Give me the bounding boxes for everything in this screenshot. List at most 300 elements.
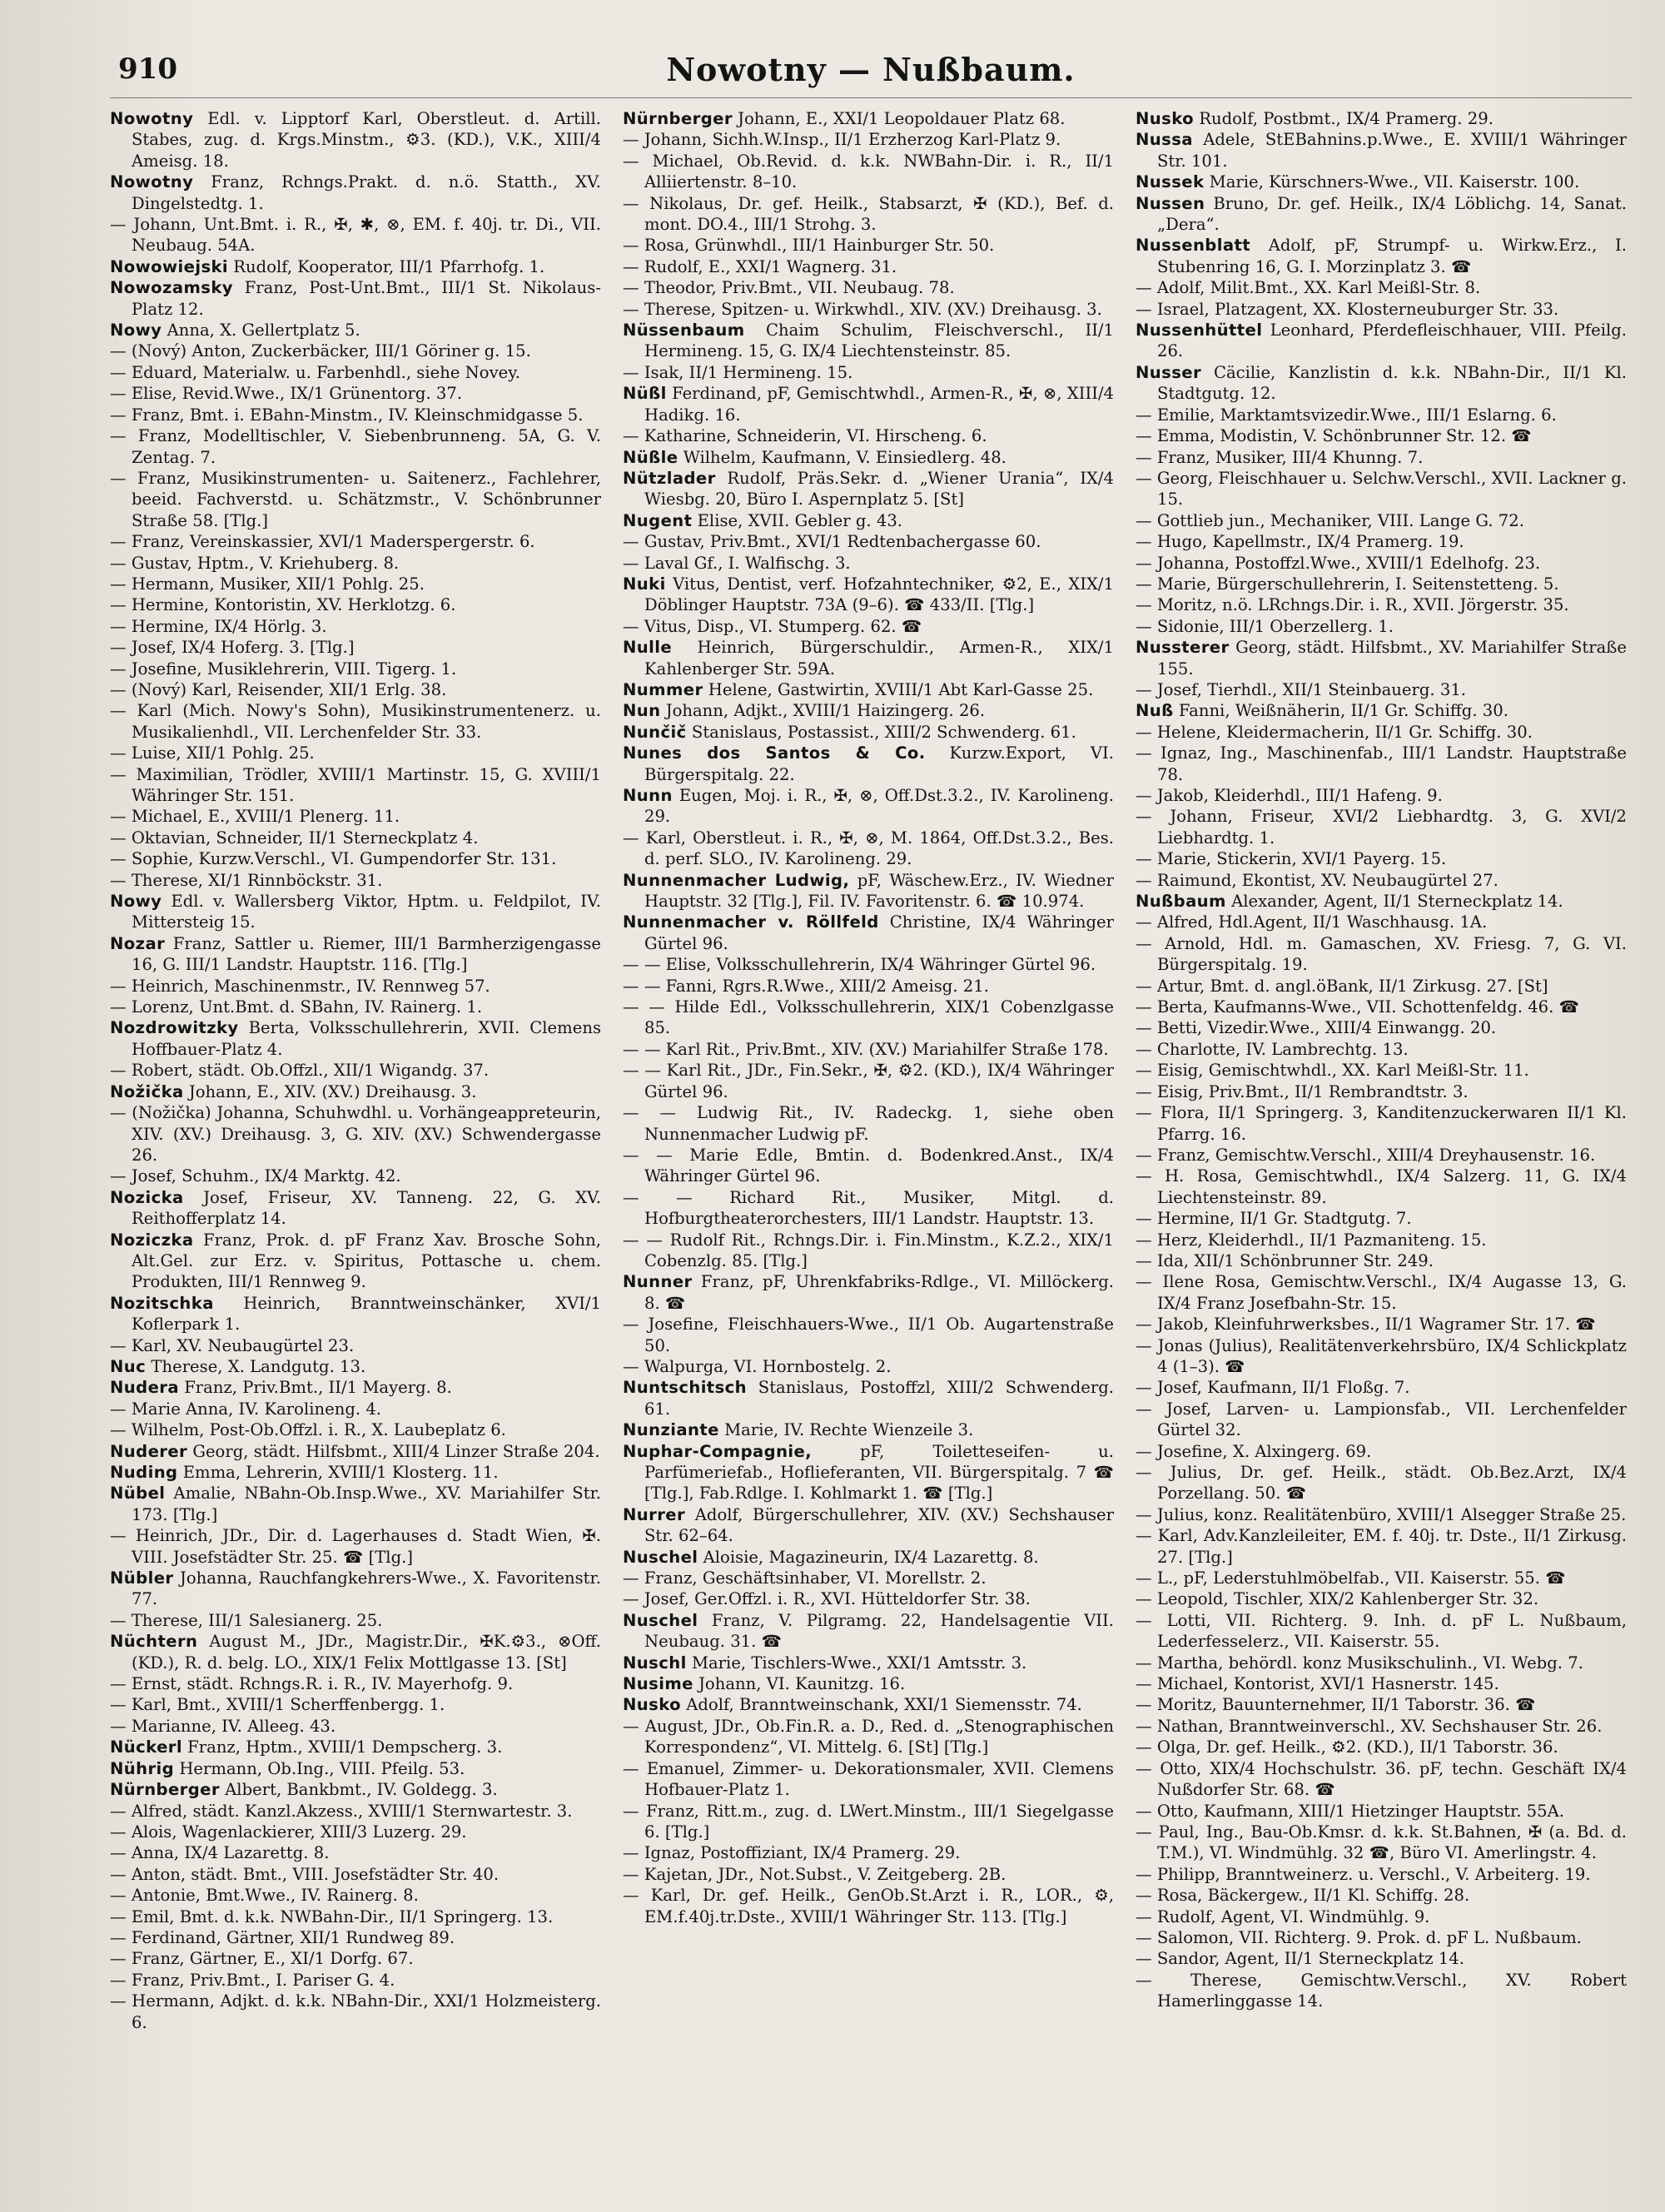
directory-entry [1136, 785, 1627, 806]
entry-details: — Kajetan, JDr., Not.Subst., V. Zeitgeberg. 2B. [623, 1864, 1006, 1884]
entry-details: Stanislaus, Postassist., XIII/2 Schwenderg. 61. [691, 722, 1076, 742]
entry-details: — Josef, Kaufmann, II/1 Floßg. 7. [1136, 1378, 1410, 1398]
entry-details: — Emma, Modistin, V. Schönbrunner Str. 12. ☎ [1136, 426, 1532, 446]
entry-surname: Nožička [110, 1081, 184, 1101]
entry-details: — Hugo, Kapellmstr., IX/4 Pramerg. 19. [1136, 532, 1464, 552]
entry-surname: Nozitschka [110, 1293, 214, 1313]
entry-details: — Johann, Friseur, XVI/2 Liebhardtg. 3, G. XVI/2 Liebhardtg. 1. [1136, 807, 1627, 848]
directory-entry [623, 976, 1114, 997]
directory-entry [1136, 1568, 1627, 1588]
entry-details: Marie, Tischlers-Wwe., XXI/1 Amtsstr. 3. [691, 1653, 1027, 1673]
entry-details: — Ferdinand, Gärtner, XII/1 Rundweg 89. [110, 1927, 455, 1947]
directory-entry [623, 1356, 1114, 1377]
entry-details: — Wilhelm, Post-Ob.Offzl. i. R., X. Laubeplatz 6. [110, 1420, 506, 1440]
entry-details: — Franz, Vereinskassier, XVI/1 Maderspergerstr. 6. [110, 532, 535, 552]
entry-surname: Nuschel [623, 1610, 698, 1630]
entry-details: — Ernst, städt. Rchngs.R. i. R., IV. Mayerhofg. 9. [110, 1674, 514, 1694]
entry-details: — Gustav, Priv.Bmt., XVI/1 Redtenbachergasse 60. [623, 532, 1041, 552]
entry-details: Josef, Friseur, XV. Tanneng. 22, G. XV. Reithofferplatz 14. [132, 1187, 601, 1229]
directory-entry [1136, 1377, 1627, 1398]
directory-entry [110, 828, 601, 848]
entry-details: — Josefine, X. Alxingerg. 69. [1136, 1441, 1372, 1461]
entry-details: — Josef, Larven- u. Lampionsfab., VII. Lerchenfelder Gürtel 32. [1136, 1399, 1627, 1440]
directory-entry [1136, 171, 1627, 192]
entry-details: — Gustav, Hptm., V. Kriehuberg. 8. [110, 553, 400, 573]
directory-entry [623, 510, 1114, 531]
directory-entry [1136, 912, 1627, 932]
entry-surname: Nusime [623, 1674, 693, 1694]
entry-details: — Hermine, II/1 Gr. Stadtgutg. 7. [1136, 1209, 1412, 1229]
directory-entry [1136, 235, 1627, 277]
directory-entry [110, 1758, 601, 1779]
directory-entry [1136, 1504, 1627, 1525]
entry-details: — Betti, Vizedir.Wwe., XIII/4 Einwangg. 20. [1136, 1018, 1497, 1038]
directory-entry [110, 1335, 601, 1356]
directory-entry [623, 743, 1114, 785]
entry-surname: Nummer [623, 679, 703, 699]
directory-entry [623, 1842, 1114, 1863]
entry-details: — Anna, IX/4 Lazarettg. 8. [110, 1843, 330, 1863]
directory-entry [623, 1673, 1114, 1694]
directory-entry [623, 574, 1114, 616]
directory-entry [1136, 1694, 1627, 1715]
directory-entry [1136, 1335, 1627, 1378]
directory-entry [623, 912, 1114, 954]
entry-details: — Artur, Bmt. d. angl.öBank, II/1 Zirkusg. 27. [St] [1136, 976, 1548, 996]
directory-entry [1136, 553, 1627, 574]
directory-entry [110, 340, 601, 361]
entry-details: — Hermine, IX/4 Hörlg. 3. [110, 616, 327, 636]
entry-surname: Nunziante [623, 1420, 719, 1440]
directory-entry [623, 1547, 1114, 1568]
directory-entry [110, 743, 601, 763]
directory-entry [1136, 531, 1627, 552]
entry-details: Franz, Rchngs.Prakt. d. n.ö. Statth., XV. Dingelstedtg. 1. [132, 172, 601, 213]
entry-details: — Charlotte, IV. Lambrechtg. 13. [1136, 1039, 1409, 1059]
directory-entry [1136, 277, 1627, 298]
entry-details: — Alfred, Hdl.Agent, II/1 Waschhausg. 1A. [1136, 912, 1488, 932]
directory-entry [623, 151, 1114, 193]
directory-entry [110, 848, 601, 869]
entry-details: — Emil, Bmt. d. k.k. NWBahn-Dir., II/1 Springerg. 13. [110, 1906, 554, 1926]
entry-details: — Emanuel, Zimmer- u. Dekorationsmaler, XVII. Clemens Hofbauer-Platz 1. [623, 1758, 1114, 1800]
directory-entry [623, 108, 1114, 129]
entry-details: — Alfred, städt. Kanzl.Akzess., XVIII/1 Sternwartestr. 3. [110, 1801, 573, 1821]
entry-surname: Nulle [623, 638, 673, 658]
entry-surname: Nuschl [623, 1653, 687, 1673]
entry-surname: Nussenhüttel [1136, 321, 1263, 340]
directory-entry [110, 574, 601, 594]
entry-details: — Walpurga, VI. Hornbostelg. 2. [623, 1356, 892, 1376]
directory-entry [1136, 1801, 1627, 1822]
directory-entry [1136, 1208, 1627, 1229]
directory-entry [1136, 1314, 1627, 1335]
entry-details: Albert, Bankbmt., IV. Goldegg. 3. [225, 1780, 498, 1800]
entry-surname: Nuderer [110, 1441, 188, 1461]
entry-details: — Ida, XII/1 Schönbrunner Str. 249. [1136, 1250, 1434, 1270]
entry-details: Heinrich, Bürgerschuldir., Armen-R., XIX/1 Kahlenberger Str. 59A. [644, 638, 1114, 679]
entry-details: — (Nový) Anton, Zuckerbäcker, III/1 Göriner g. 15. [110, 341, 531, 361]
entry-surname: Nowotny [110, 109, 194, 128]
directory-entry [1136, 1588, 1627, 1609]
entry-details: August M., JDr., Magistr.Dir., ✠K.⚙3., ⊗Off.(KD.), R. d. belg. LO., XIX/1 Felix Mottlgasse 13. [St] [132, 1632, 601, 1673]
directory-entry [623, 954, 1114, 975]
directory-entry [1136, 1441, 1627, 1462]
entry-surname: Nozdrowitzky [110, 1018, 239, 1038]
entry-details: — Marie Anna, IV. Karolineng. 4. [110, 1399, 382, 1419]
entry-surname: Nowowiejski [110, 256, 229, 276]
directory-entry [1136, 997, 1627, 1017]
directory-entry [623, 870, 1114, 912]
entry-details: — Josefine, Musiklehrerin, VIII. Tigerg. 1. [110, 659, 457, 679]
entry-surname: Nürnberger [110, 1780, 220, 1800]
entry-details: Hermann, Ob.Ing., VIII. Pfeilg. 53. [179, 1758, 465, 1778]
directory-entry [623, 129, 1114, 150]
entry-details: — — Karl Rit., Priv.Bmt., XIV. (XV.) Mariahilfer Straße 178. [623, 1039, 1109, 1059]
entry-details: — Johann, Sichh.W.Insp., II/1 Erzherzog Karl-Platz 9. [623, 130, 1061, 150]
directory-entry [623, 1716, 1114, 1758]
directory-entry [110, 1377, 601, 1398]
entry-surname: Nussek [1136, 172, 1205, 192]
entry-details: Vitus, Dentist, verf. Hofzahntechniker, ⚙2, E., XIX/1 Döblinger Hauptstr. 73A (9–6). ☎ 433/II. [Tlg.] [644, 574, 1114, 615]
directory-entry [1136, 1230, 1627, 1250]
entry-surname: Nudera [110, 1378, 179, 1398]
entry-details: — Leopold, Tischler, XIX/2 Kahlenberger Str. 32. [1136, 1589, 1539, 1609]
directory-entry [110, 405, 601, 425]
directory-entry [1136, 362, 1627, 405]
directory-entry [1136, 1250, 1627, 1271]
directory-entry [623, 785, 1114, 828]
directory-entry [110, 659, 601, 679]
entry-details: Kurzw.Export, VI. Bürgerspitalg. 22. [644, 743, 1114, 784]
directory-entry [623, 679, 1114, 700]
directory-entry [1136, 1060, 1627, 1081]
entry-details: — Franz, Gemischtw.Verschl., XIII/4 Dreyhausenstr. 16. [1136, 1145, 1596, 1165]
column-1 [110, 108, 601, 2033]
directory-entry [623, 447, 1114, 468]
entry-details: — Flora, II/1 Springerg. 3, Kanditenzuckerwaren II/1 Kl. Pfarrg. 16. [1136, 1103, 1627, 1144]
directory-entry [110, 1716, 601, 1737]
entry-details: — Josef, Ger.Offzl. i. R., XVI. Hütteldorfer Str. 38. [623, 1589, 1031, 1609]
directory-entry [1136, 933, 1627, 976]
entry-surname: Nozar [110, 933, 166, 953]
entry-details: — Michael, E., XVIII/1 Plenerg. 11. [110, 807, 400, 827]
entry-details: — Karl, Adv.Kanzleileiter, EM. f. 40j. tr. Dste., II/1 Zirkusg. 27. [Tlg.] [1136, 1526, 1627, 1567]
entry-details: — Emilie, Marktamtsvizedir.Wwe., III/1 Eslarng. 6. [1136, 405, 1557, 425]
directory-entry [623, 1504, 1114, 1547]
entry-details: Johann, VI. Kaunitzg. 16. [698, 1674, 906, 1694]
entry-details: — Paul, Ing., Bau-Ob.Kmsr. d. k.k. St.Bahnen, ✠ (a. Bd. d. T.M.), VI. Windmühlg. 32 ☎, Büro VI. Amerlingstr. 4. [1136, 1822, 1627, 1863]
entry-details: — Nathan, Branntweinverschl., XV. Sechshauser Str. 26. [1136, 1716, 1603, 1736]
entry-details: — Israel, Platzagent, XX. Klosterneuburger Str. 33. [1136, 299, 1559, 319]
entry-details: Therese, X. Landgutg. 13. [151, 1356, 366, 1376]
directory-entry [110, 214, 601, 256]
directory-entry [110, 1483, 601, 1525]
entry-details: Bruno, Dr. gef. Heilk., IX/4 Löblichg. 14, Sanat. „Dera“. [1157, 193, 1627, 235]
directory-entry [110, 468, 601, 531]
entry-surname: Nowotny [110, 172, 194, 192]
column-2 [623, 108, 1114, 2033]
entry-details: — Franz, Gärtner, E., XI/1 Dorfg. 67. [110, 1949, 414, 1969]
directory-entry [110, 891, 601, 933]
directory-entry [110, 1991, 601, 2033]
directory-entry [623, 468, 1114, 510]
entry-details: — Otto, Kaufmann, XIII/1 Hietzinger Hauptstr. 55A. [1136, 1801, 1564, 1821]
entry-details: — Franz, Priv.Bmt., I. Pariser G. 4. [110, 1970, 395, 1990]
directory-entry [623, 553, 1114, 574]
directory-entry [623, 997, 1114, 1039]
entry-details: — Philipp, Branntweinerz. u. Verschl., V. Arbeiterg. 19. [1136, 1864, 1591, 1884]
directory-entry [1136, 510, 1627, 531]
directory-entry [623, 320, 1114, 362]
directory-entry [110, 1842, 601, 1863]
entry-details: — Adolf, Milit.Bmt., XX. Karl Meißl-Str. 8. [1136, 278, 1481, 298]
directory-entry [623, 1145, 1114, 1187]
entry-details: Stanislaus, Postoffzl, XIII/2 Schwenderg. 61. [644, 1378, 1114, 1419]
directory-entry [110, 616, 601, 637]
entry-details: pF, Wäschew.Erz., IV. Wiedner Hauptstr. 32 [Tlg.], Fil. IV. Favoritenstr. 6. ☎ 10.974. [644, 870, 1114, 912]
directory-entry [1136, 743, 1627, 785]
directory-entry [1136, 594, 1627, 615]
directory-entry [110, 1948, 601, 1969]
entry-details: — Franz, Ritt.m., zug. d. LWert.Minstm., III/1 Siegelgasse 6. [Tlg.] [623, 1801, 1114, 1842]
entry-details: Franz, V. Pilgramg. 22, Handelsagentie VII. Neubaug. 31. ☎ [644, 1610, 1114, 1652]
entry-details: — Therese, XI/1 Rinnböckstr. 31. [110, 870, 383, 890]
entry-details: — Franz, Musikinstrumenten- u. Saitenerz., Fachlehrer, beeid. Fachverstd. u. Schätzmstr., V. Schönbrunner Straße 58. [Tlg.] [110, 468, 601, 530]
entry-surname: Nugent [623, 510, 693, 530]
directory-entry [110, 1779, 601, 1800]
entry-details: Johann, E., XIV. (XV.) Dreihausg. 3. [188, 1081, 477, 1101]
directory-entry [110, 1927, 601, 1948]
directory-entry [110, 425, 601, 468]
directory-entry [1136, 320, 1627, 362]
directory-entry [110, 1610, 601, 1631]
directory-entry [623, 256, 1114, 277]
entry-details: — Marie, Stickerin, XVI/1 Payerg. 15. [1136, 849, 1447, 869]
entry-surname: Nüßl [623, 384, 667, 404]
directory-entry [110, 933, 601, 976]
entry-surname: Nuding [110, 1463, 178, 1482]
directory-entry [623, 299, 1114, 320]
directory-entry [110, 1399, 601, 1419]
directory-entry [623, 1377, 1114, 1419]
entry-surname: Nusko [1136, 109, 1194, 128]
directory-entry [1136, 1525, 1627, 1568]
entry-surname: Nunes dos Santos & Co. [623, 743, 926, 763]
directory-entry [110, 1356, 601, 1377]
directory-entry [110, 700, 601, 743]
entry-details: Ferdinand, pF, Gemischtwhdl., Armen-R., ✠, ⊗, XIII/4 Hadikg. 16. [644, 384, 1114, 425]
entry-surname: Nussen [1136, 193, 1205, 213]
directory-entry [110, 1230, 601, 1293]
directory-entry [110, 1822, 601, 1842]
entry-surname: Nuki [623, 574, 666, 594]
directory-entry [623, 828, 1114, 870]
directory-entry [1136, 1462, 1627, 1504]
entry-details: — Martha, behördl. konz Musikschulinh., VI. Webg. 7. [1136, 1653, 1583, 1673]
entry-details: Johann, E., XXI/1 Leopoldauer Platz 68. [738, 109, 1066, 128]
directory-entry [1136, 1906, 1627, 1927]
entry-details: — Karl (Mich. Nowy's Sohn), Musikinstrumentenerz. u. Musikalienhdl., VII. Lerchenfelder Str. 33. [110, 701, 601, 742]
entry-details: — Hermine, Kontoristin, XV. Herklotzg. 6. [110, 595, 456, 615]
directory-entry [1136, 108, 1627, 129]
entry-details: Eugen, Moj. i. R., ✠, ⊗, Off.Dst.3.2., IV. Karolineng. 29. [644, 786, 1114, 827]
entry-details: — H. Rosa, Gemischtwhdl., IX/4 Salzerg. 11, G. IX/4 Liechtensteinstr. 89. [1136, 1166, 1627, 1207]
entry-details: — Rudolf, E., XXI/1 Wagnerg. 31. [623, 256, 897, 276]
entry-details: Adolf, Bürgerschullehrer, XIV. (XV.) Sechshauser Str. 62–64. [644, 1504, 1114, 1546]
directory-entry [110, 1060, 601, 1081]
directory-entry [110, 1017, 601, 1060]
entry-details: Franz, Sattler u. Riemer, III/1 Barmherzigengasse 16, G. III/1 Landstr. Hauptstr. 116. [Tlg.] [132, 933, 601, 975]
column-3 [1136, 108, 1627, 2033]
entry-details: Adolf, Branntweinschank, XXI/1 Siemensstr. 74. [686, 1695, 1082, 1715]
entry-details: — Laval Gf., I. Walfischg. 3. [623, 553, 851, 573]
entry-details: — Otto, XIX/4 Hochschulstr. 36. pF, techn. Geschäft IX/4 Nußdorfer Str. 68. ☎ [1136, 1758, 1627, 1800]
entry-details: — August, JDr., Ob.Fin.R. a. D., Red. d. „Stenographischen Korrespondenz“, VI. Mittelg. 6. [St] [Tlg.] [623, 1716, 1114, 1757]
directory-entry [1136, 976, 1627, 997]
entry-details: — Julius, Dr. gef. Heilk., städt. Ob.Bez.Arzt, IX/4 Porzellang. 50. ☎ [1136, 1463, 1627, 1504]
entry-columns [110, 108, 1632, 2033]
entry-surname: Nüßle [623, 447, 678, 467]
entry-details: — Franz, Musiker, III/4 Khunng. 7. [1136, 447, 1424, 467]
entry-details: — Karl, Bmt., XVIII/1 Scherffenbergg. 1. [110, 1695, 445, 1715]
entry-details: Franz, Post-Unt.Bmt., III/1 St. Nikolaus-Platz 12. [132, 278, 601, 319]
entry-surname: Noziczka [110, 1230, 194, 1250]
entry-details: Johann, Adjkt., XVIII/1 Haizingerg. 26. [665, 701, 986, 721]
directory-entry [110, 277, 601, 320]
entry-details: — (Nožička) Johanna, Schuhwdhl. u. Vorhängeappreteurin, XIV. (XV.) Dreihausg. 3, G. XIV. (XV.) Schwendergasse 26. [110, 1103, 601, 1165]
directory-entry [1136, 1017, 1627, 1038]
entry-details: — Jonas (Julius), Realitätenverkehrsbüro, IX/4 Schlickplatz 4 (1–3). ☎ [1136, 1335, 1627, 1376]
entry-surname: Nußbaum [1136, 892, 1226, 912]
directory-entry [1136, 1610, 1627, 1653]
directory-entry [623, 1758, 1114, 1801]
entry-details: Rudolf, Postbmt., IX/4 Pramerg. 29. [1199, 109, 1494, 128]
directory-entry [1136, 1102, 1627, 1145]
entry-details: — Maximilian, Trödler, XVIII/1 Martinstr. 15, G. XVIII/1 Währinger Str. 151. [110, 764, 601, 805]
directory-entry [110, 108, 601, 171]
entry-details: — Marianne, IV. Alleeg. 43. [110, 1716, 336, 1736]
directory-entry [623, 362, 1114, 383]
running-head [110, 46, 1632, 98]
directory-entry [110, 320, 601, 340]
directory-entry [1136, 637, 1627, 679]
entry-details: — Herz, Kleiderhdl., II/1 Pazmaniteng. 15. [1136, 1230, 1487, 1250]
entry-details: — Moritz, Bauunternehmer, II/1 Taborstr. 36. ☎ [1136, 1695, 1536, 1715]
entry-details: — Hermann, Musiker, XII/1 Pohlg. 25. [110, 574, 425, 594]
directory-entry [110, 1187, 601, 1230]
directory-entry [110, 1801, 601, 1822]
directory-entry [110, 1102, 601, 1166]
directory-entry [1136, 1039, 1627, 1060]
entry-details: — Julius, konz. Realitätenbüro, XVIII/1 Alsegger Straße 25. [1136, 1504, 1627, 1524]
entry-details: — Ignaz, Ing., Maschinenfab., III/1 Landstr. Hauptstraße 78. [1136, 743, 1627, 784]
entry-details: Fanni, Weißnäherin, II/1 Gr. Schiffg. 30. [1178, 701, 1508, 721]
entry-surname: Nüssenbaum [623, 321, 745, 340]
entry-details: — Eisig, Gemischtwhdl., XX. Karl Meißl-Str. 11. [1136, 1061, 1529, 1081]
directory-entry [110, 1166, 601, 1186]
entry-surname: Nübler [110, 1568, 174, 1588]
directory-entry [1136, 870, 1627, 891]
directory-entry [623, 1060, 1114, 1102]
directory-entry [110, 1525, 601, 1568]
entry-details: — Sandor, Agent, II/1 Sterneckplatz 14. [1136, 1949, 1464, 1969]
entry-surname: Nurrer [623, 1504, 686, 1524]
directory-entry [1136, 468, 1627, 510]
directory-entry [1136, 1737, 1627, 1757]
directory-entry [110, 1906, 601, 1927]
entry-details: Edl. v. Lipptorf Karl, Oberstleut. d. Artill. Stabes, zug. d. Krgs.Minstm., ⚙3. (KD.), V.K., XIII/4 Ameisg. 18. [132, 109, 601, 171]
entry-surname: Nuß [1136, 701, 1174, 721]
entry-details: Johanna, Rauchfangkehrers-Wwe., X. Favoritenstr. 77. [132, 1568, 601, 1609]
directory-entry [623, 722, 1114, 743]
entry-surname: Nowy [110, 892, 162, 912]
directory-entry [1136, 574, 1627, 594]
entry-surname: Nozicka [110, 1187, 184, 1207]
directory-entry [623, 531, 1114, 552]
entry-surname: Nunnenmacher Ludwig, [623, 870, 850, 890]
directory-entry [1136, 848, 1627, 869]
directory-entry [1136, 722, 1627, 743]
directory-entry [1136, 700, 1627, 721]
entry-details: — Therese, Gemischtw.Verschl., XV. Robert Hamerlinggasse 14. [1136, 1970, 1627, 2011]
entry-surname: Nührig [110, 1758, 175, 1778]
directory-entry [110, 679, 601, 700]
entry-details: Anna, X. Gellertplatz 5. [166, 321, 360, 340]
directory-entry [110, 594, 601, 615]
entry-surname: Nunčič [623, 722, 687, 742]
entry-details: — Heinrich, Maschinenmstr., IV. Rennweg 57. [110, 976, 490, 996]
directory-entry [1136, 1166, 1627, 1208]
entry-surname: Nunnenmacher v. Röllfeld [623, 912, 879, 932]
directory-entry [1136, 1673, 1627, 1694]
directory-entry [623, 383, 1114, 425]
directory-entry [1136, 1864, 1627, 1885]
entry-details: Emma, Lehrerin, XVIII/1 Klosterg. 11. [182, 1463, 499, 1482]
entry-details: — Helene, Kleidermacherin, II/1 Gr. Schiffg. 30. [1136, 722, 1533, 742]
directory-entry [110, 171, 601, 214]
directory-entry [1136, 299, 1627, 320]
entry-surname: Nürnberger [623, 109, 733, 128]
entry-details: — Hermann, Adjkt. d. k.k. NBahn-Dir., XXI/1 Holzmeisterg. 6. [110, 1991, 601, 2032]
directory-entry [110, 1737, 601, 1757]
entry-details: — Luise, XII/1 Pohlg. 25. [110, 743, 315, 763]
entry-details: — — Elise, Volksschullehrerin, IX/4 Währinger Gürtel 96. [623, 955, 1096, 975]
entry-surname: Nunn [623, 786, 673, 805]
entry-details: — Ignaz, Postoffiziant, IX/4 Pramerg. 29. [623, 1843, 961, 1863]
entry-details: Christine, IX/4 Währinger Gürtel 96. [644, 912, 1114, 953]
entry-details: — Moritz, n.ö. LRchngs.Dir. i. R., XVII. Jörgerstr. 35. [1136, 595, 1569, 615]
directory-entry [1136, 1653, 1627, 1673]
entry-surname: Nübel [110, 1484, 166, 1504]
entry-details: — — Ludwig Rit., IV. Radeckg. 1, siehe oben Nunnenmacher Ludwig pF. [623, 1103, 1114, 1144]
directory-entry [110, 1441, 601, 1462]
directory-entry [110, 764, 601, 807]
entry-details: — (Nový) Karl, Reisender, XII/1 Erlg. 38. [110, 679, 447, 699]
entry-details: — Franz, Modelltischler, V. Siebenbrunneng. 5A, G. V. Zentag. 7. [110, 426, 601, 467]
entry-details: — Therese, III/1 Salesianerg. 25. [110, 1610, 383, 1630]
entry-details: — Katharine, Schneiderin, VI. Hirscheng. 6. [623, 426, 987, 446]
entry-details: — L., pF, Lederstuhlmöbelfab., VII. Kaiserstr. 55. ☎ [1136, 1568, 1566, 1588]
entry-details: Berta, Volksschullehrerin, XVII. Clemens Hoffbauer-Platz 4. [132, 1018, 601, 1059]
directory-entry [623, 1864, 1114, 1885]
directory-entry [623, 193, 1114, 236]
entry-details: Cäcilie, Kanzlistin d. k.k. NBahn-Dir., II/1 Kl. Stadtgutg. 12. [1157, 362, 1627, 404]
entry-surname: Nowozamsky [110, 278, 233, 298]
entry-details: Franz, pF, Uhrenkfabriks-Rdlge., VI. Millöckerg. 8. ☎ [644, 1272, 1114, 1313]
directory-entry [1136, 1399, 1627, 1441]
entry-details: Chaim Schulim, Fleischverschl., II/1 Hermineng. 15, G. IX/4 Liechtensteinstr. 85. [644, 321, 1114, 361]
